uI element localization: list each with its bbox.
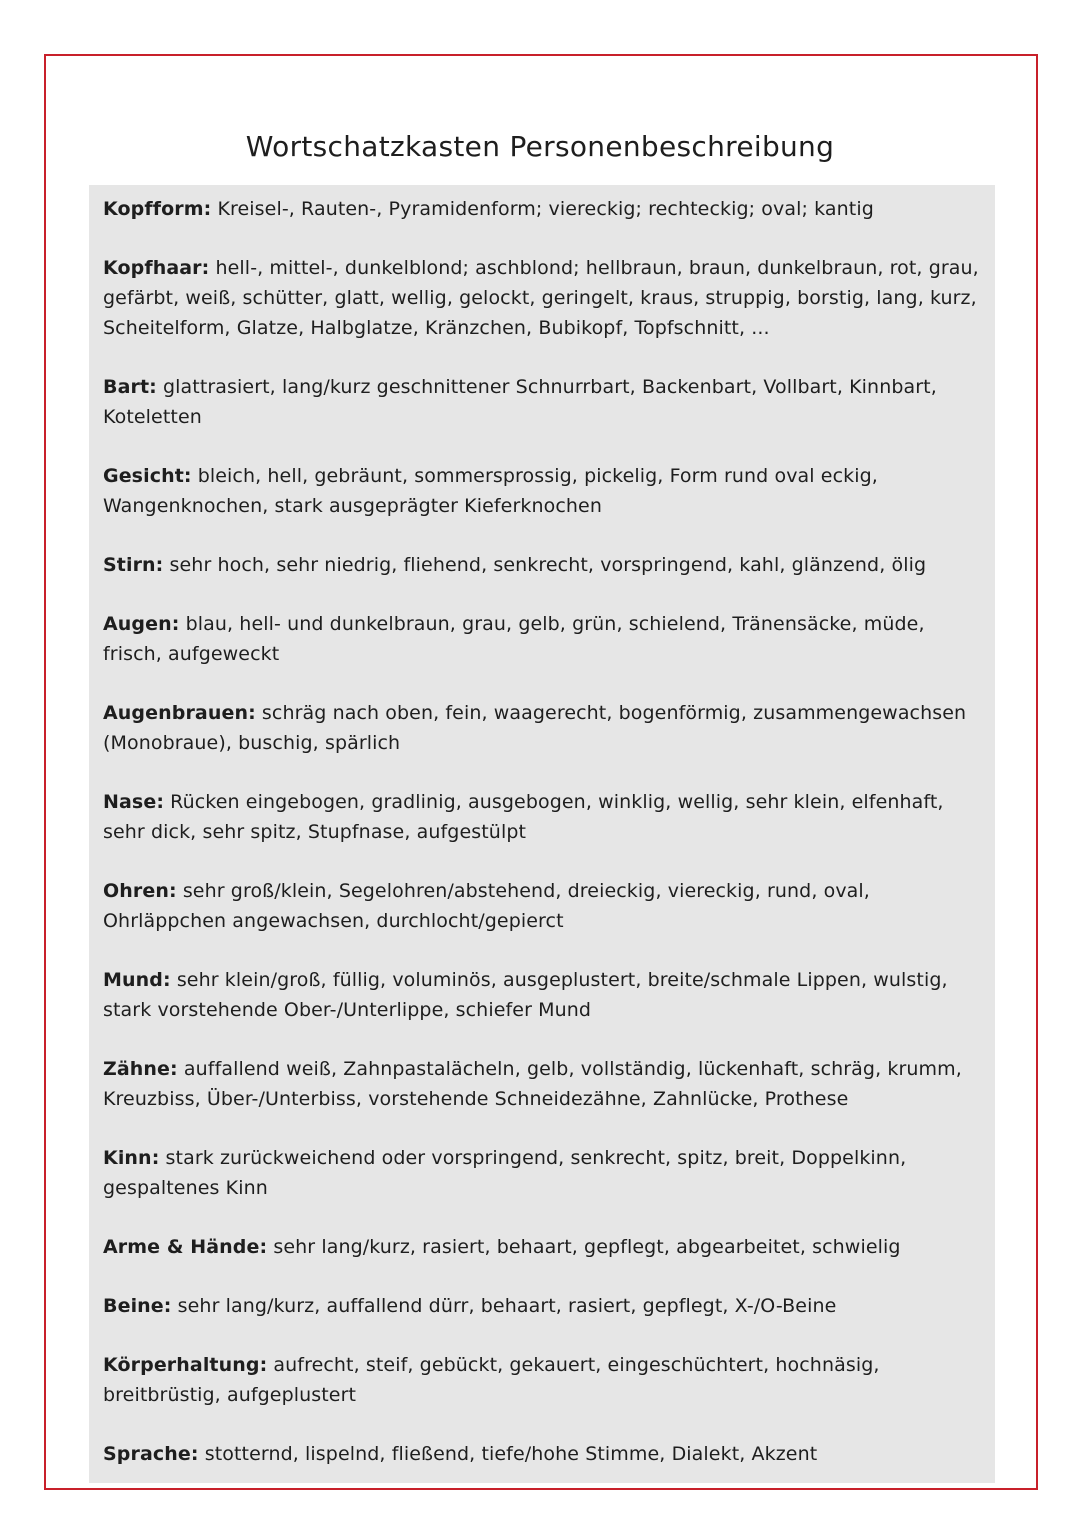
vocabulary-entry [103, 1291, 981, 1321]
entry-text: bleich, hell, gebräunt, sommersprossig, pickelig, Form rund oval eckig, Wangenknochen, stark ausgeprägter Kieferknochen [103, 465, 878, 517]
entry-text: sehr hoch, sehr niedrig, fliehend, senkrecht, vorspringend, kahl, glänzend, ölig [169, 554, 927, 576]
entry-text: sehr lang/kurz, rasiert, behaart, gepflegt, abgearbeitet, schwielig [273, 1236, 901, 1258]
entry-term: Mund: [103, 969, 171, 991]
entry-term: Kopfhaar: [103, 257, 210, 279]
vocabulary-entry [103, 1232, 981, 1262]
vocabulary-entry [103, 372, 981, 432]
vocabulary-entry [103, 461, 981, 521]
vocabulary-entry [103, 1439, 981, 1469]
entry-term: Beine: [103, 1295, 172, 1317]
entry-text: hell-, mittel-, dunkelblond; aschblond; hellbraun, braun, dunkelbraun, rot, grau, gefärbt, weiß, schütter, glatt, wellig, gelockt, geringelt, kraus, struppig, borstig, lang, kurz, Scheitelform, Glatze, Halbglatze, Kränzchen, Bubikopf, Topfschnitt, ... [103, 257, 979, 339]
entry-term: Arme & Hände: [103, 1236, 268, 1258]
vocabulary-entry [103, 1054, 981, 1114]
vocabulary-entry [103, 1350, 981, 1410]
vocabulary-entry [103, 1143, 981, 1203]
vocabulary-entry [103, 253, 981, 343]
entry-term: Gesicht: [103, 465, 192, 487]
entry-text: stotternd, lispelnd, fließend, tiefe/hohe Stimme, Dialekt, Akzent [204, 1443, 818, 1465]
entry-term: Körperhaltung: [103, 1354, 268, 1376]
vocabulary-entry [103, 965, 981, 1025]
vocabulary-entry [103, 194, 981, 224]
vocabulary-entry [103, 876, 981, 936]
entry-text: aufrecht, steif, gebückt, gekauert, eingeschüchtert, hochnäsig, breitbrüstig, aufgeplustert [103, 1354, 880, 1406]
entry-text: stark zurückweichend oder vorspringend, senkrecht, spitz, breit, Doppelkinn, gespaltenes Kinn [103, 1147, 907, 1199]
vocabulary-entry [103, 550, 981, 580]
entry-term: Sprache: [103, 1443, 199, 1465]
vocabulary-entry [103, 609, 981, 669]
entry-term: Kopfform: [103, 198, 212, 220]
entry-text: schräg nach oben, fein, waagerecht, bogenförmig, zusammengewachsen (Monobraue), buschig, spärlich [103, 702, 967, 754]
entry-term: Augen: [103, 613, 180, 635]
vocabulary-entry [103, 787, 981, 847]
entry-text: sehr groß/klein, Segelohren/abstehend, dreieckig, viereckig, rund, oval, Ohrläppchen angewachsen, durchlocht/gepierct [103, 880, 870, 932]
entry-term: Nase: [103, 791, 165, 813]
vocabulary-entry [103, 698, 981, 758]
entry-term: Kinn: [103, 1147, 160, 1169]
entry-term: Ohren: [103, 880, 177, 902]
entry-term: Zähne: [103, 1058, 178, 1080]
entry-text: auffallend weiß, Zahnpastalächeln, gelb, vollständig, lückenhaft, schräg, krumm, Kreuzbiss, Über-/Unterbiss, vorstehende Schneidezähne, Zahnlücke, Prothese [103, 1058, 962, 1110]
entry-term: Augenbrauen: [103, 702, 256, 724]
vocabulary-box [89, 185, 995, 1483]
entry-text: sehr lang/kurz, auffallend dürr, behaart, rasiert, gepflegt, X-/O-Beine [177, 1295, 837, 1317]
entry-text: blau, hell- und dunkelbraun, grau, gelb, grün, schielend, Tränensäcke, müde, frisch, aufgeweckt [103, 613, 925, 665]
entry-text: Rücken eingebogen, gradlinig, ausgebogen, winklig, wellig, sehr klein, elfenhaft, sehr dick, sehr spitz, Stupfnase, aufgestülpt [103, 791, 944, 843]
entry-text: sehr klein/groß, füllig, voluminös, ausgeplustert, breite/schmale Lippen, wulstig, stark vorstehende Ober-/Unterlippe, schiefer Mund [103, 969, 948, 1021]
entry-text: glattrasiert, lang/kurz geschnittener Schnurrbart, Backenbart, Vollbart, Kinnbart, Koteletten [103, 376, 937, 428]
entry-term: Stirn: [103, 554, 164, 576]
entry-text: Kreisel-, Rauten-, Pyramidenform; viereckig; rechteckig; oval; kantig [217, 198, 874, 220]
entry-term: Bart: [103, 376, 157, 398]
page-title: Wortschatzkasten Personenbeschreibung [245, 130, 835, 163]
